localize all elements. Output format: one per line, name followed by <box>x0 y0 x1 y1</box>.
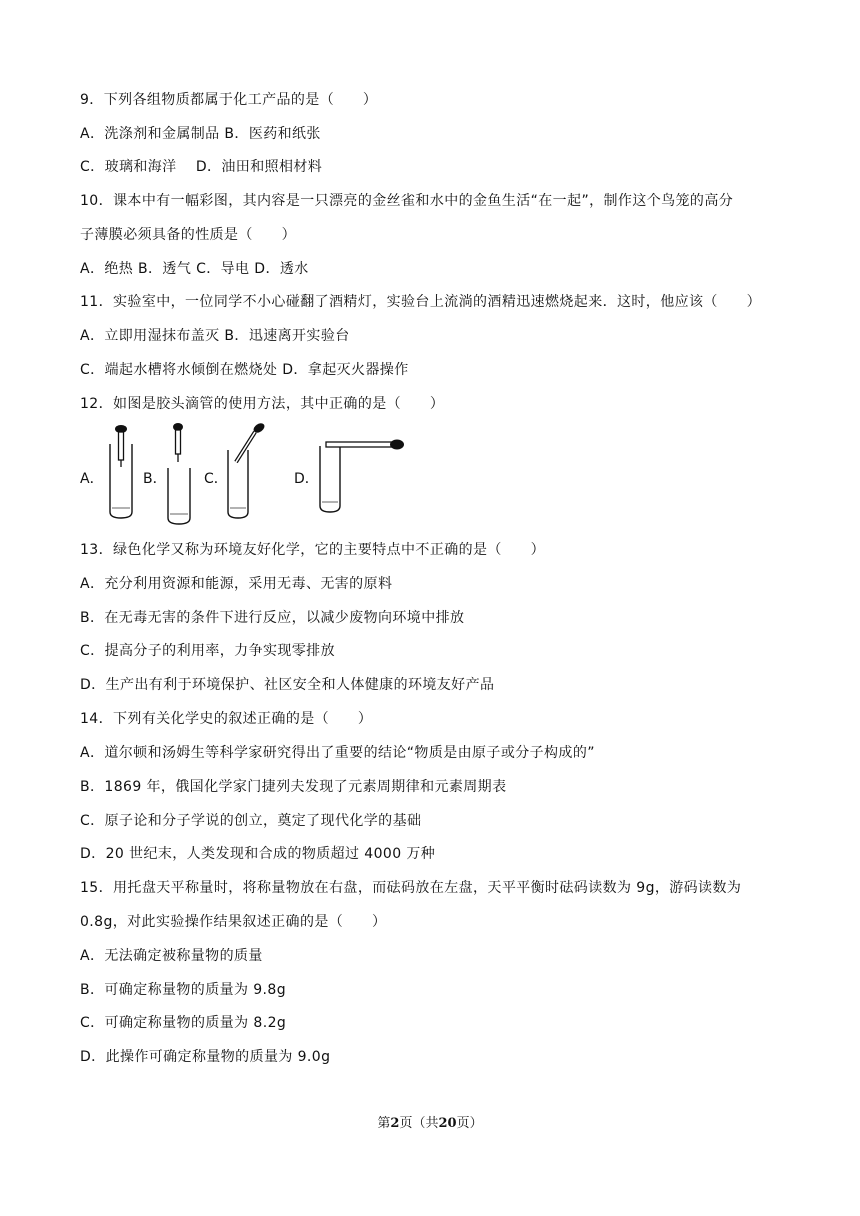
q14-option-b: B．1869 年，俄国化学家门捷列夫发现了元素周期律和元素周期表 <box>80 779 507 795</box>
q13-option-a: A．充分利用资源和能源，采用无毒、无害的原料 <box>80 576 393 592</box>
page-footer <box>0 1112 860 1131</box>
q11-stem: 11．实验室中，一位同学不小心碰翻了酒精灯，实验台上流淌的酒精迅速燃烧起来．这时，他应该（ ） <box>80 294 762 310</box>
q14-option-a: A．道尔顿和汤姆生等科学家研究得出了重要的结论“物质是由原子或分子构成的” <box>80 745 595 761</box>
q10-stem-line1: 10．课本中有一幅彩图，其内容是一只漂亮的金丝雀和水中的金鱼生活“在一起”，制作这个鸟笼的高分 <box>80 193 734 209</box>
q9-stem: 9．下列各组物质都属于化工产品的是（ ） <box>80 92 378 108</box>
footer-page-number: 2 <box>390 1116 400 1131</box>
footer-suffix: 页） <box>456 1116 483 1131</box>
footer-prefix: 第 <box>377 1116 391 1131</box>
footer-total-pages: 20 <box>438 1116 457 1131</box>
figure-label-a: A． <box>80 471 104 487</box>
footer-mid: 页（共 <box>399 1116 439 1131</box>
q15-stem-line2: 0.8g，对此实验操作结果叙述正确的是（ ） <box>80 914 387 930</box>
q15-option-d: D．此操作可确定称量物的质量为 9.0g <box>80 1049 331 1065</box>
dropper-figures <box>80 422 420 526</box>
q15-option-b: B．可确定称量物的质量为 9.8g <box>80 982 287 998</box>
figure-label-b: B． <box>143 471 167 487</box>
q15-option-a: A．无法确定被称量物的质量 <box>80 948 263 964</box>
dropper-figure-a <box>102 422 142 522</box>
q11-options-cd: C．端起水槽将水倾倒在燃烧处 D．拿起灭火器操作 <box>80 362 409 378</box>
q14-stem: 14．下列有关化学史的叙述正确的是（ ） <box>80 711 373 727</box>
q9-options-ab: A．洗涤剂和金属制品 B．医药和纸张 <box>80 126 321 142</box>
figure-label-d: D． <box>294 471 319 487</box>
q13-option-c: C．提高分子的利用率，力争实现零排放 <box>80 643 335 659</box>
q13-option-d: D．生产出有利于环境保护、社区安全和人体健康的环境友好产品 <box>80 677 495 693</box>
q14-option-c: C．原子论和分子学说的创立，奠定了现代化学的基础 <box>80 813 422 829</box>
figure-label-c: C． <box>204 471 228 487</box>
dropper-figure-b <box>160 422 200 526</box>
dropper-figure-d <box>312 422 412 518</box>
q9-options-cd: C．玻璃和海洋 D．油田和照相材料 <box>80 159 323 175</box>
dropper-figure-c <box>224 422 274 522</box>
q12-stem: 12．如图是胶头滴管的使用方法，其中正确的是（ ） <box>80 396 445 412</box>
q14-option-d: D．20 世纪末，人类发现和合成的物质超过 4000 万种 <box>80 846 436 862</box>
q13-option-b: B．在无毒无害的条件下进行反应，以减少废物向环境中排放 <box>80 610 465 626</box>
q15-stem-line1: 15．用托盘天平称量时，将称量物放在右盘，而砝码放在左盘，天平平衡时砝码读数为 9g，游码读数为 <box>80 880 742 896</box>
q10-options: A．绝热 B．透气 C．导电 D．透水 <box>80 261 309 277</box>
q13-stem: 13．绿色化学又称为环境友好化学，它的主要特点中不正确的是（ ） <box>80 542 546 558</box>
q11-options-ab: A．立即用湿抹布盖灭 B．迅速离开实验台 <box>80 328 350 344</box>
q10-stem-line2: 子薄膜必须具备的性质是（ ） <box>80 227 296 243</box>
q15-option-c: C．可确定称量物的质量为 8.2g <box>80 1015 287 1031</box>
